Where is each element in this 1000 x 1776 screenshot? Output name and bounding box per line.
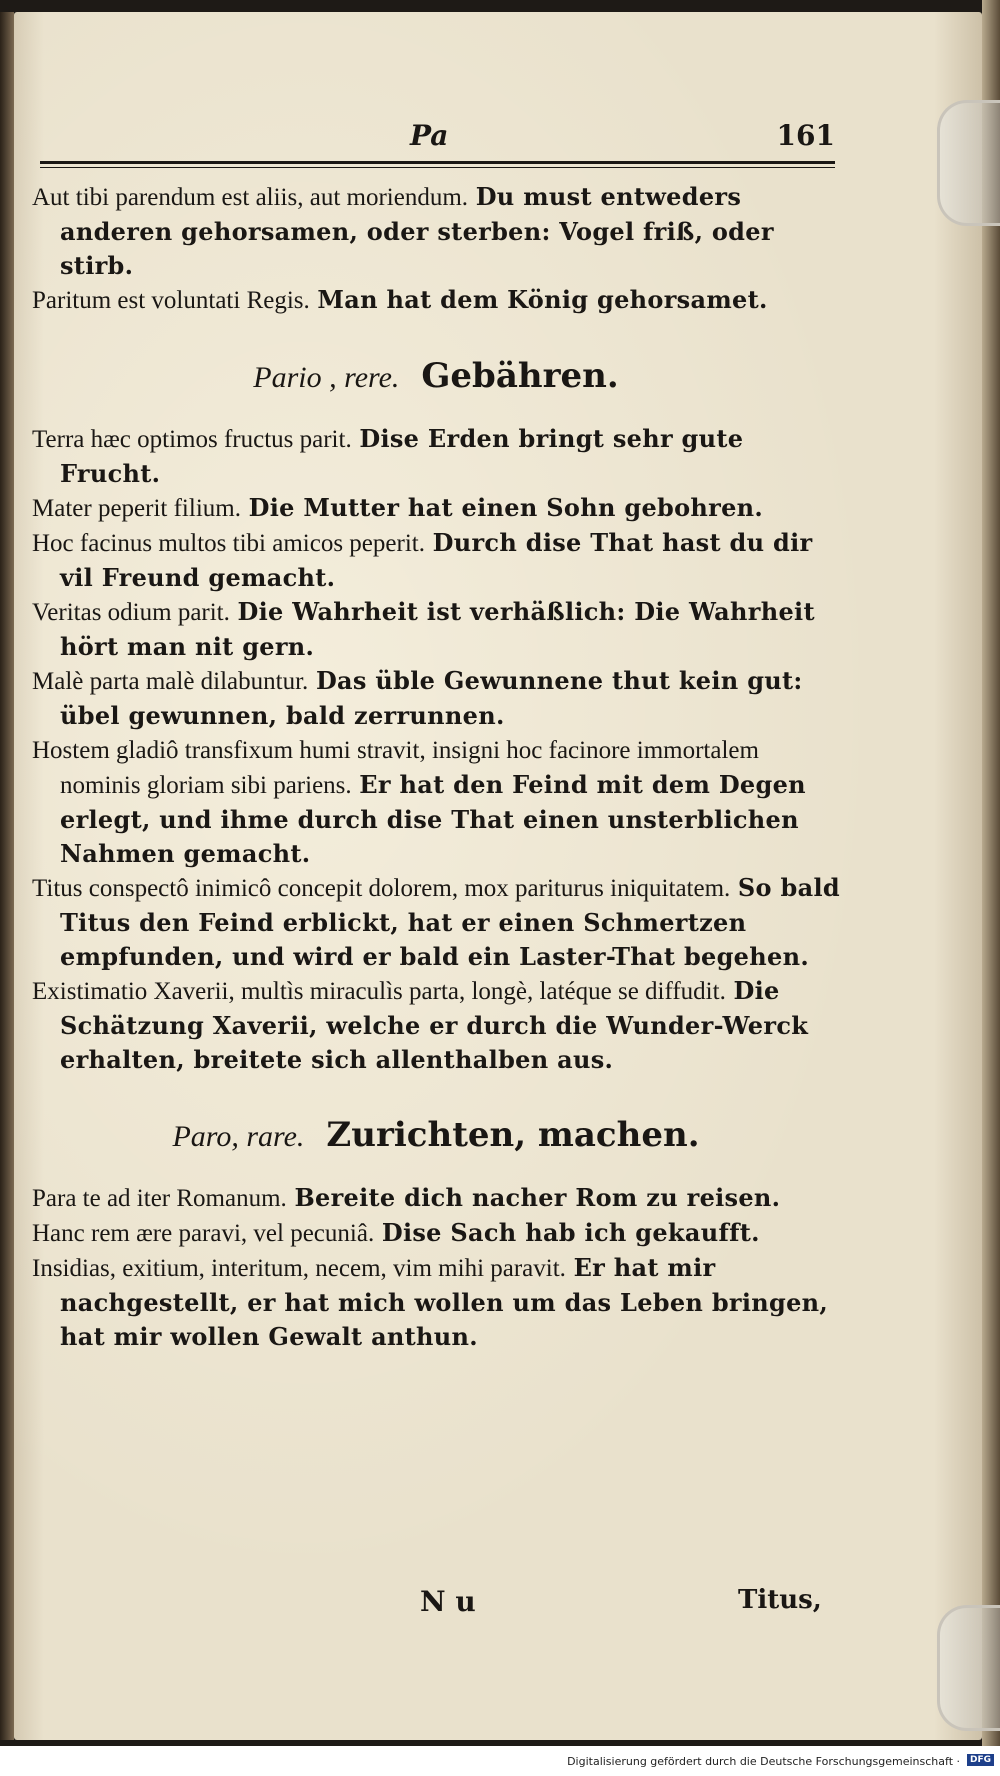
german-text: Du must entweders anderen gehorsamen, oder sterben: Vogel friß, oder stirb. xyxy=(60,182,774,280)
german-text: Die Wahrheit ist verhäßlich: Die Wahrheit hört man nit gern. xyxy=(60,597,815,661)
latin-text: Titus conspectô inimicô concepit dolorem, mox pariturus iniquitatem. xyxy=(32,875,731,902)
heading-latin: Pario , rere. xyxy=(253,361,400,394)
entries-block-1 xyxy=(32,180,840,318)
german-text: Dise Erden bringt sehr gute Frucht. xyxy=(60,424,744,488)
latin-text: Hostem gladiô transfixum humi stravit, insigni hoc facinore immortalem nominis gloriam sibi pariens. xyxy=(32,737,759,799)
book-spine-edge xyxy=(0,12,14,1740)
entry xyxy=(32,664,840,733)
latin-text: Terra hæc optimos fructus parit. xyxy=(32,426,352,453)
german-text: Die Mutter hat einen Sohn gebohren. xyxy=(248,493,764,522)
heading-latin: Paro, rare. xyxy=(172,1120,305,1153)
entry xyxy=(32,595,840,664)
german-text: Das üble Gewunnene thut kein gut: übel gewunnen, bald zerrunnen. xyxy=(60,666,803,730)
funding-credit: Digitalisierung gefördert durch die Deutsche Forschungsgemeinschaft · xyxy=(567,1755,960,1768)
catchword: Titus, xyxy=(738,1585,822,1615)
running-header xyxy=(40,115,835,165)
latin-text: Para te ad iter Romanum. xyxy=(32,1185,287,1212)
entry xyxy=(32,526,840,595)
page-content xyxy=(32,180,840,1354)
entry xyxy=(32,1216,840,1251)
entries-block-2 xyxy=(32,422,840,1077)
entry xyxy=(32,1181,840,1216)
latin-text: Mater peperit filium. xyxy=(32,495,241,522)
entry xyxy=(32,283,840,318)
header-word: Pa xyxy=(410,119,449,152)
latin-text: Veritas odium parit. xyxy=(32,599,230,626)
section-heading-pario xyxy=(32,356,840,402)
page-edge-right xyxy=(982,0,1000,1760)
page-number: 161 xyxy=(776,119,835,152)
entry xyxy=(32,1251,840,1354)
entry xyxy=(32,422,840,491)
latin-text: Malè parta malè dilabuntur. xyxy=(32,668,309,695)
page-clip-top xyxy=(937,100,1000,226)
heading-german: Zurichten, machen. xyxy=(326,1115,700,1155)
header-rule-thin xyxy=(40,167,835,168)
entries-block-3 xyxy=(32,1181,840,1354)
entry xyxy=(32,871,840,974)
german-text: Man hat dem König gehorsamet. xyxy=(317,285,768,314)
signature-mark: N u xyxy=(420,1585,476,1618)
entry xyxy=(32,733,840,871)
entry xyxy=(32,974,840,1077)
german-text: Die Schätzung Xaverii, welche er durch die Wunder-Werck erhalten, breitete sich allenthalben aus. xyxy=(60,976,809,1074)
latin-text: Insidias, exitium, interitum, necem, vim mihi paravit. xyxy=(32,1255,566,1282)
latin-text: Paritum est voluntati Regis. xyxy=(32,287,310,314)
section-heading-paro xyxy=(32,1115,840,1161)
german-text: Er hat mir nachgestellt, er hat mich wollen um das Leben bringen, hat mir wollen Gewalt anthun. xyxy=(60,1253,829,1351)
page-clip-bottom xyxy=(937,1605,1000,1731)
german-text: Bereite dich nacher Rom zu reisen. xyxy=(294,1183,781,1212)
german-text: Dise Sach hab ich gekaufft. xyxy=(381,1218,760,1247)
german-text: Durch dise That hast du dir vil Freund gemacht. xyxy=(60,528,813,592)
entry xyxy=(32,180,840,283)
german-text: Er hat den Feind mit dem Degen erlegt, und ihme durch dise That einen unsterblichen Nahmen gemacht. xyxy=(60,770,806,868)
digitization-footer xyxy=(0,1746,1000,1776)
latin-text: Aut tibi parendum est aliis, aut moriendum. xyxy=(32,184,469,211)
german-text: So bald Titus den Feind erblickt, hat er einen Schmertzen empfunden, und wird er bald ein Laster-That begehen. xyxy=(60,873,840,971)
entry xyxy=(32,491,840,526)
header-rule xyxy=(40,161,835,164)
dfg-logo: DFG xyxy=(967,1754,994,1766)
latin-text: Existimatio Xaverii, multìs miraculìs parta, longè, latéque se diffudit. xyxy=(32,978,726,1005)
heading-german: Gebähren. xyxy=(421,356,619,396)
latin-text: Hoc facinus multos tibi amicos peperit. xyxy=(32,530,425,557)
latin-text: Hanc rem ære paravi, vel pecuniâ. xyxy=(32,1220,375,1247)
